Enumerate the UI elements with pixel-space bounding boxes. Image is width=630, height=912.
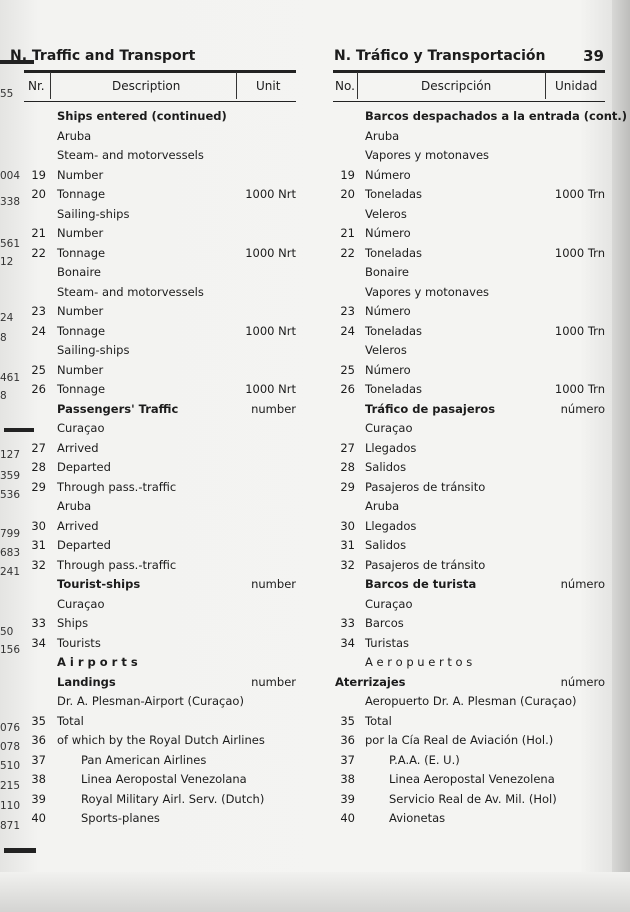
right-table-row-description: Número — [365, 167, 411, 182]
left-table-row-number: 23 — [31, 304, 46, 318]
right-table-row-unit: número — [560, 401, 605, 416]
page-edge-bottom — [0, 872, 630, 912]
right-table-row-description: P.A.A. (E. U.) — [389, 752, 460, 767]
page-edge-right — [612, 0, 630, 912]
left-table-row — [24, 207, 296, 226]
right-table-row — [333, 811, 605, 830]
left-table-row-description: Ships — [57, 616, 89, 630]
left-table-row — [24, 733, 296, 752]
right-table-row-description: Veleros — [365, 206, 407, 221]
margin-number: 536 — [0, 489, 21, 501]
left-table-row — [24, 675, 296, 694]
right-table-row — [333, 265, 605, 284]
right-table-row-number: 19 — [340, 167, 355, 182]
right-table-row — [333, 168, 605, 187]
right-table-row — [333, 558, 605, 577]
left-table-row — [24, 363, 296, 382]
left-table-row-number: 20 — [31, 187, 46, 201]
left-table-row-description: Total — [57, 713, 84, 728]
right-table-row — [333, 519, 605, 538]
binding-mark-bottom — [4, 848, 36, 853]
left-table-row-description: Tourist-ships — [57, 577, 141, 591]
right-table-row-unit: 1000 Trn — [554, 187, 605, 201]
left-table-row — [24, 246, 296, 265]
right-table-row-unit: número — [560, 674, 605, 689]
right-table-row — [333, 324, 605, 343]
right-table-row-description: Curaçao — [365, 421, 413, 435]
left-table-row-description: Arrived — [57, 518, 99, 533]
left-table-row — [24, 129, 296, 148]
margin-number: 156 — [0, 644, 21, 656]
right-table-row — [333, 382, 605, 401]
right-table-row — [333, 129, 605, 148]
right-table-row-number: 23 — [340, 304, 355, 318]
right-header-divider-2 — [545, 72, 546, 99]
right-table-row-description: Pasajeros de tránsito — [365, 479, 486, 494]
margin-number: 110 — [0, 800, 21, 812]
left-table-row — [24, 421, 296, 440]
right-table-row-description: Llegados — [365, 440, 417, 455]
right-header-unit: Unidad — [555, 79, 598, 93]
right-table-row — [333, 694, 605, 713]
right-table-row-description: Turistas — [365, 635, 410, 650]
margin-number: 871 — [0, 820, 21, 832]
right-table-row-number: 38 — [340, 772, 355, 786]
right-table-row-description: Tráfico de pasajeros — [365, 401, 496, 416]
right-table-row-unit: 1000 Trn — [554, 323, 605, 338]
right-table-row-number: 20 — [340, 187, 355, 201]
left-table-row-description: Dr. A. Plesman-Airport (Curaçao) — [57, 694, 244, 708]
right-table-row-description: A e r o p u e r t o s — [365, 655, 473, 669]
left-table-row — [24, 265, 296, 284]
left-table-row-description: Aruba — [57, 128, 92, 143]
right-table-row — [333, 343, 605, 362]
right-table-row — [333, 655, 605, 674]
margin-number: 510 — [0, 760, 21, 772]
right-table-row — [333, 636, 605, 655]
right-table-row-description: Salidos — [365, 460, 407, 474]
left-table-row-description: A i r p o r t s — [57, 655, 138, 669]
left-table-row-description: Tonnage — [57, 187, 106, 201]
margin-number: 12 — [0, 256, 14, 268]
right-table-row-number: 31 — [340, 538, 355, 552]
margin-number: 078 — [0, 741, 21, 753]
left-table-row-description: Curaçao — [57, 421, 105, 435]
left-table-row-description: Tonnage — [57, 245, 106, 260]
right-table-row-number: 21 — [340, 226, 355, 240]
right-table-row — [333, 753, 605, 772]
left-table-row-number: 29 — [31, 479, 46, 494]
margin-number: 127 — [0, 449, 21, 461]
left-table-row-description: Curaçao — [57, 596, 105, 611]
right-table-row-description: Bonaire — [365, 265, 410, 279]
left-table-row-description: Steam- and motorvessels — [57, 148, 204, 162]
margin-number: 683 — [0, 547, 21, 559]
left-table-row-description: Tourists — [57, 635, 101, 650]
left-table-row-unit: number — [251, 674, 296, 689]
left-header-unit: Unit — [256, 79, 281, 93]
left-table-row — [24, 655, 296, 674]
left-table-row-unit: 1000 Nrt — [245, 323, 296, 338]
right-table-row — [333, 285, 605, 304]
page-number: 39 — [583, 47, 604, 65]
left-table-row-description: Departed — [57, 538, 111, 552]
left-table-row — [24, 343, 296, 362]
margin-number: 215 — [0, 780, 21, 792]
right-table-row-number: 32 — [340, 557, 355, 572]
left-table-row-number: 30 — [31, 518, 46, 533]
left-table-row — [24, 636, 296, 655]
left-table-row — [24, 558, 296, 577]
right-table-row — [333, 187, 605, 206]
margin-number: 004 — [0, 170, 21, 182]
left-table-row — [24, 772, 296, 791]
left-table-row-description: Passengers' Traffic — [57, 401, 179, 416]
right-table-row — [333, 363, 605, 382]
right-table-row-description: Barcos de turista — [365, 577, 477, 591]
left-table-row — [24, 616, 296, 635]
left-table-row-number: 37 — [31, 752, 46, 767]
left-table-row-description: Royal Military Airl. Serv. (Dutch) — [81, 791, 265, 806]
left-table-row-description: Number — [57, 304, 104, 318]
left-table-row-number: 32 — [31, 557, 46, 572]
right-table-row-number: 34 — [340, 635, 355, 650]
margin-number: 461 — [0, 372, 21, 384]
left-table-row — [24, 382, 296, 401]
margin-number: 55 — [0, 88, 14, 100]
left-table-row-number: 28 — [31, 460, 46, 474]
right-table-row-number: 26 — [340, 382, 355, 396]
right-table-row-number: 22 — [340, 245, 355, 260]
left-table-row-unit: 1000 Nrt — [245, 382, 296, 396]
left-header-divider-1 — [50, 72, 51, 99]
right-table-row — [333, 246, 605, 265]
left-table-row-description: Linea Aeropostal Venezolana — [81, 772, 247, 786]
right-table-row-description: Aeropuerto Dr. A. Plesman (Curaçao) — [365, 694, 577, 708]
right-table-row — [333, 148, 605, 167]
right-table-row-number: 24 — [340, 323, 355, 338]
left-table-row — [24, 441, 296, 460]
left-table-row — [24, 285, 296, 304]
right-table-row-description: Linea Aeropostal Venezolena — [389, 772, 555, 786]
margin-number: 561 — [0, 238, 21, 250]
right-table-row-description: por la Cía Real de Aviación (Hol.) — [365, 733, 554, 747]
left-table-row — [24, 538, 296, 557]
right-table-row-description: Avionetas — [389, 811, 446, 825]
left-table-row — [24, 460, 296, 479]
margin-number: 359 — [0, 470, 21, 482]
left-table-row-description: Bonaire — [57, 265, 102, 279]
right-table-row — [333, 772, 605, 791]
left-table-row-description: Number — [57, 362, 104, 377]
right-table-row — [333, 538, 605, 557]
right-table-row-number: 39 — [340, 791, 355, 806]
left-table-row-number: 40 — [31, 811, 46, 825]
left-table-row-description: Through pass.-traffic — [57, 557, 177, 572]
left-header-divider-2 — [236, 72, 237, 99]
right-table-row-description: Aruba — [365, 128, 400, 143]
right-table-row-description: Aruba — [365, 499, 400, 513]
right-table-row — [333, 441, 605, 460]
right-table-row-number: 36 — [340, 733, 355, 747]
right-table-row-description: Toneladas — [365, 382, 423, 396]
left-table-row — [24, 694, 296, 713]
left-table-row-description: Number — [57, 226, 104, 240]
margin-number: 241 — [0, 566, 21, 578]
right-table-row-description: Número — [365, 304, 411, 318]
right-table-row-number: 30 — [340, 518, 355, 533]
left-table-row-description: of which by the Royal Dutch Airlines — [57, 733, 265, 747]
left-table-row-number: 36 — [31, 733, 46, 747]
margin-number: 338 — [0, 196, 21, 208]
right-table-row-description: Número — [365, 362, 411, 377]
right-table-row — [333, 733, 605, 752]
left-table-row-number: 19 — [31, 167, 46, 182]
margin-number: 24 — [0, 312, 14, 324]
left-table-row-number: 26 — [31, 382, 46, 396]
right-table-row-description: Servicio Real de Av. Mil. (Hol) — [389, 791, 557, 806]
left-table-header — [24, 70, 296, 102]
left-table-row-description: Ships entered (continued) — [57, 109, 227, 123]
right-table-row-unit: 1000 Trn — [554, 382, 605, 396]
right-table-row-description: Llegados — [365, 518, 417, 533]
left-table-row — [24, 148, 296, 167]
left-table-row — [24, 577, 296, 596]
right-table-row-description: Pasajeros de tránsito — [365, 557, 486, 572]
left-table-row — [24, 753, 296, 772]
left-table-row-description: Arrived — [57, 440, 99, 455]
left-table-row — [24, 168, 296, 187]
right-table-row-description: Vapores y motonaves — [365, 148, 490, 162]
right-header-description: Descripción — [421, 79, 492, 93]
left-table-row-number: 35 — [31, 713, 46, 728]
right-table-row — [333, 207, 605, 226]
right-table-row-description: Curaçao — [365, 596, 413, 611]
right-table-row — [333, 304, 605, 323]
right-table-row-number: 29 — [340, 479, 355, 494]
right-table-row-description: Número — [365, 226, 411, 240]
margin-number: 076 — [0, 722, 21, 734]
left-table-row — [24, 597, 296, 616]
margin-number: 8 — [0, 332, 7, 344]
left-table-row-description: Aruba — [57, 499, 92, 513]
left-table-row — [24, 499, 296, 518]
left-table-row-unit: number — [251, 401, 296, 416]
left-table-row-description: Departed — [57, 460, 111, 474]
left-table-row — [24, 304, 296, 323]
right-table-row-number: 37 — [340, 752, 355, 767]
left-table-row — [24, 402, 296, 421]
left-table-row-description: Tonnage — [57, 323, 106, 338]
left-table-row-description: Sailing-ships — [57, 206, 130, 221]
right-table-row-number: 28 — [340, 460, 355, 474]
left-page-title: N. Traffic and Transport — [10, 48, 196, 64]
left-table-row-number: 24 — [31, 323, 46, 338]
right-table-row — [333, 675, 605, 694]
right-table-row — [333, 597, 605, 616]
right-header-nr: No. — [335, 79, 355, 93]
left-table-row-unit: number — [251, 577, 296, 591]
margin-number: 799 — [0, 528, 21, 540]
left-table-row — [24, 187, 296, 206]
left-table-row-description: Landings — [57, 674, 116, 689]
right-table-row — [333, 460, 605, 479]
left-table-row-description: Sailing-ships — [57, 343, 130, 357]
right-table-row-number: 33 — [340, 616, 355, 630]
left-table-row-number: 31 — [31, 538, 46, 552]
left-table-row-number: 27 — [31, 440, 46, 455]
right-table-row-number: 40 — [340, 811, 355, 825]
left-table-row — [24, 324, 296, 343]
margin-number: 50 — [0, 626, 14, 638]
left-table-row-number: 33 — [31, 616, 46, 630]
right-table-row — [333, 616, 605, 635]
left-table-row-number: 39 — [31, 791, 46, 806]
left-table-row-description: Sports-planes — [81, 811, 160, 825]
left-table-row-unit: 1000 Nrt — [245, 187, 296, 201]
left-table-row-number: 21 — [31, 226, 46, 240]
right-table-row-number: 35 — [340, 713, 355, 728]
right-table-row — [333, 226, 605, 245]
left-table-row — [24, 480, 296, 499]
left-table-row — [24, 226, 296, 245]
right-table-row-number: 27 — [340, 440, 355, 455]
left-table-row-description: Number — [57, 167, 104, 182]
left-header-description: Description — [112, 79, 181, 93]
left-table-row-number: 34 — [31, 635, 46, 650]
margin-number: 8 — [0, 390, 7, 402]
right-table-row-description: Toneladas — [365, 323, 423, 338]
right-table-row-description: Veleros — [365, 343, 407, 357]
right-table-row — [333, 480, 605, 499]
left-header-nr: Nr. — [28, 79, 45, 93]
left-table-row — [24, 811, 296, 830]
right-table-row-unit: número — [560, 577, 605, 591]
right-table-header — [333, 70, 605, 102]
left-table-row-number: 22 — [31, 245, 46, 260]
left-table-row-description: Pan American Airlines — [81, 752, 207, 767]
left-table-row-number: 38 — [31, 772, 46, 786]
right-table-row — [333, 714, 605, 733]
right-table-row-unit: 1000 Trn — [554, 245, 605, 260]
right-table-row-description: Aterrizajes — [335, 674, 406, 689]
right-table-row-number: 25 — [340, 362, 355, 377]
left-table-row-unit: 1000 Nrt — [245, 245, 296, 260]
left-table-row — [24, 714, 296, 733]
right-page-title: N. Tráfico y Transportación — [334, 48, 546, 64]
right-table-row-description: Toneladas — [365, 187, 423, 201]
left-table-row — [24, 109, 296, 128]
right-table-row-description: Total — [365, 713, 392, 728]
right-table-row — [333, 421, 605, 440]
right-header-divider-1 — [357, 72, 358, 99]
left-table-row-description: Through pass.-traffic — [57, 479, 177, 494]
right-table-row — [333, 499, 605, 518]
right-table-row-description: Vapores y motonaves — [365, 284, 490, 299]
left-table-row-description: Tonnage — [57, 382, 106, 396]
right-table-row-description: Barcos despachados a la entrada (cont.) — [365, 109, 628, 123]
right-table-row — [333, 109, 628, 128]
right-table-row — [333, 792, 605, 811]
left-table-row — [24, 792, 296, 811]
right-table-row-description: Toneladas — [365, 245, 423, 260]
right-table-row — [333, 577, 605, 596]
left-table-row-number: 25 — [31, 362, 46, 377]
right-table-row-description: Barcos — [365, 616, 404, 630]
right-table-row — [333, 402, 605, 421]
right-table-row-description: Salidos — [365, 538, 407, 552]
left-table-row-description: Steam- and motorvessels — [57, 284, 204, 299]
left-table-row — [24, 519, 296, 538]
